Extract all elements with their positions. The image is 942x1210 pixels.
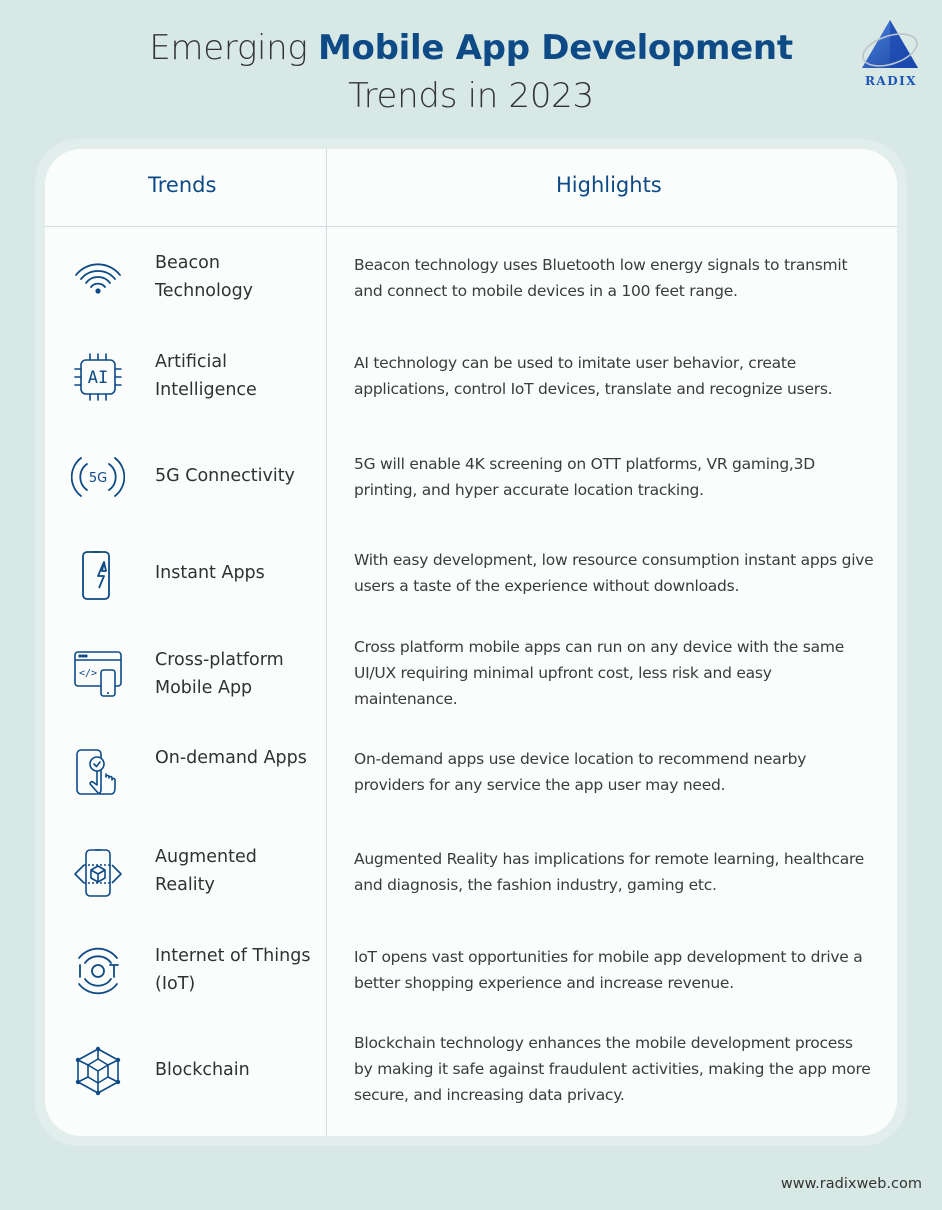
- title-prefix: Emerging: [149, 28, 319, 68]
- title-accent: Mobile App Development: [318, 28, 793, 68]
- trend-highlight: Blockchain technology enhances the mobile development process by making it safe against fraudulent activities, making the app more secure, and increasing data privacy.: [354, 1034, 871, 1104]
- trend-name: On-demand Apps: [155, 748, 307, 768]
- phone-tap-check-icon: [71, 747, 125, 801]
- trend-highlight: Beacon technology uses Bluetooth low energy signals to transmit and connect to mobile devices in a 100 feet range.: [354, 256, 848, 300]
- trend-highlight: AI technology can be used to imitate user behavior, create applications, control IoT devices, translate and recognize users.: [354, 354, 833, 398]
- trend-name: Artificial Intelligence: [155, 352, 257, 400]
- ar-cube-phone-icon: [71, 847, 125, 901]
- trend-highlight: With easy development, low resource consumption instant apps give users a taste of the experience without downloads.: [354, 551, 874, 595]
- iot-icon: [71, 944, 125, 998]
- column-header-highlights: Highlights: [556, 173, 662, 197]
- ai-chip-icon: [71, 350, 125, 404]
- trend-name: Cross-platform Mobile App: [155, 650, 284, 698]
- logo-text: RADIX: [864, 74, 918, 88]
- browser-code-phone-icon: [71, 646, 125, 700]
- trend-highlight: Augmented Reality has implications for remote learning, healthcare and diagnosis, the fashion industry, gaming etc.: [354, 850, 865, 894]
- blockchain-cube-icon: [71, 1044, 125, 1098]
- trend-name: Beacon Technology: [155, 253, 254, 301]
- trend-highlight: 5G will enable 4K screening on OTT platforms, VR gaming,3D printing, and hyper accurate location tracking.: [354, 455, 815, 499]
- website-url[interactable]: www.radixweb.com: [780, 1176, 922, 1192]
- trend-highlight: Cross platform mobile apps can run on any device with the same UI/UX requiring minimal upfront cost, less risk and easy maintenance.: [354, 638, 844, 708]
- column-header-trends: Trends: [148, 173, 217, 197]
- trends-table: [45, 149, 897, 1136]
- phone-lightning-icon: [71, 549, 125, 603]
- trend-highlight: On-demand apps use device location to recommend nearby providers for any service the app user may need.: [354, 750, 807, 794]
- header-divider: [45, 226, 897, 227]
- trend-name: Internet of Things (IoT): [155, 946, 311, 994]
- svg-text:</>: </>: [78, 668, 98, 679]
- trend-name: Blockchain: [155, 1060, 250, 1080]
- 5g-icon: [71, 450, 125, 504]
- svg-text:AI: AI: [87, 368, 109, 388]
- wifi-signal-icon: [71, 251, 125, 305]
- column-divider: [326, 149, 327, 1136]
- title-line-2: Trends in 2023: [348, 76, 594, 116]
- title-line-1: [0, 24, 942, 72]
- trend-name: Instant Apps: [155, 563, 265, 583]
- trend-highlight: IoT opens vast opportunities for mobile app development to drive a better shopping experience and increase revenue.: [354, 948, 863, 992]
- svg-text:5G: 5G: [88, 471, 108, 486]
- trend-name: 5G Connectivity: [155, 466, 295, 486]
- trend-name: Augmented Reality: [155, 847, 257, 895]
- page-title: [0, 24, 942, 120]
